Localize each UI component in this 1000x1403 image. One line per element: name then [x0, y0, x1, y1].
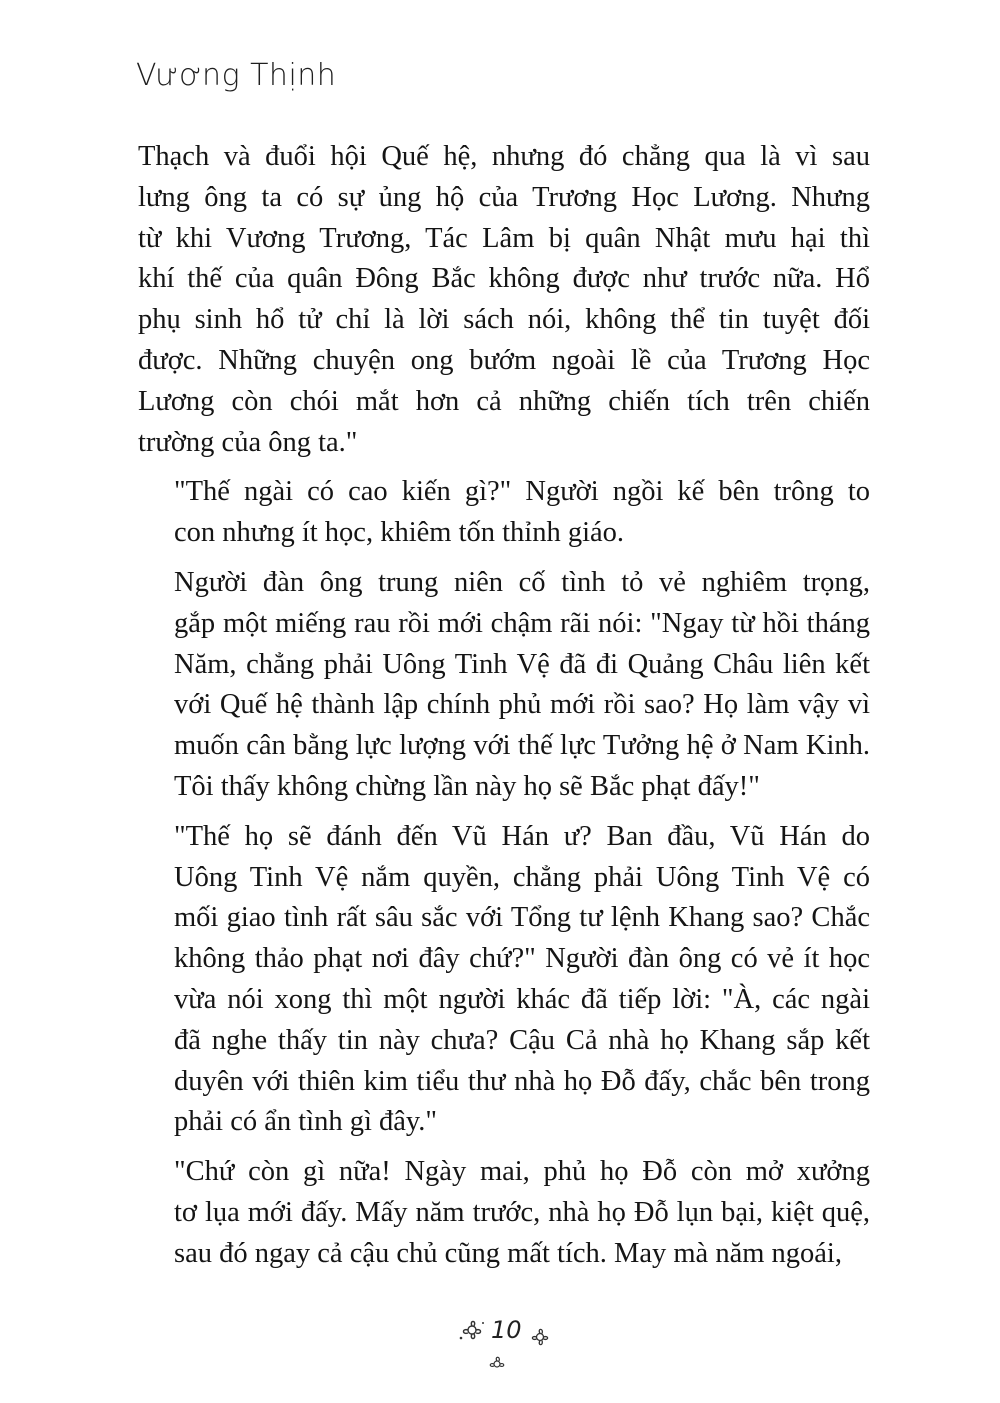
text-line: Thạch và đuổi hội Quế hệ, nhưng đó chẳng qua là vì sau [138, 141, 870, 172]
paragraph [138, 472, 870, 554]
text-line: Uông Tinh Vệ nắm quyền, chẳng phải Uông Tinh Vệ có [174, 861, 870, 893]
page-footer [455, 1318, 565, 1378]
flower-ornament-icon [527, 1326, 553, 1348]
text-line: phải có ẩn tình gì đây." [174, 1106, 438, 1138]
text-line: vừa nói xong thì một người khác đã tiếp lời: "À, các ngài [174, 983, 870, 1015]
text-line: sau đó ngay cả cậu chủ cũng mất tích. May mà năm ngoái, [174, 1237, 842, 1269]
text-line: muốn cân bằng lực lượng với thế lực Tưởng hệ ở Nam Kinh. [174, 730, 870, 762]
text-line: con nhưng ít học, khiêm tốn thỉnh giáo. [174, 517, 625, 549]
text-line: Người đàn ông trung niên cố tình tỏ vẻ nghiêm trọng, [174, 566, 870, 598]
text-line: gắp một miếng rau rồi mới chậm rãi nói: "Ngay từ hồi tháng [174, 607, 870, 639]
text-line: với Quế hệ thành lập chính phủ mới rồi sao? Họ làm vậy vì [174, 689, 870, 721]
paragraph [138, 137, 870, 463]
text-line: không thảo phạt nơi đây chứ?" Người đàn ông có vẻ ít học [174, 943, 870, 975]
text-line: "Thế họ sẽ đánh đến Vũ Hán ư? Ban đầu, Vũ Hán do [174, 820, 870, 852]
text-line: trường của ông ta." [138, 426, 358, 458]
text-line: Tôi thấy không chừng lần này họ sẽ Bắc phạt đấy!" [174, 770, 760, 802]
text-line: Lương còn chói mắt hơn cả những chiến tích trên chiến [138, 385, 870, 417]
text-line: được. Những chuyện ong bướm ngoài lề của Trương Học [138, 344, 870, 376]
text-line: đã nghe thấy tin này chưa? Cậu Cả nhà họ Khang sắp kết [174, 1024, 870, 1056]
text-line: duyên với thiên kim tiểu thư nhà họ Đỗ đấy, chắc bên trong [174, 1065, 870, 1097]
page-number: 10 [491, 1316, 522, 1344]
text-line: "Chứ còn gì nữa! Ngày mai, phủ họ Đỗ còn mở xưởng [174, 1156, 870, 1188]
body-text [138, 137, 870, 1284]
text-line: khí thế của quân Đông Bắc không được như trước nữa. Hổ [138, 263, 870, 295]
text-line: Năm, chẳng phải Uông Tinh Vệ đã đi Quảng Châu liên kết [174, 648, 870, 680]
paragraph [138, 563, 870, 808]
flower-ornament-icon [457, 1318, 487, 1344]
paragraph [138, 817, 870, 1143]
running-header-author: Vương Thịnh [136, 58, 337, 93]
text-line: phụ sinh hổ tử chỉ là lời sách nói, không thể tin tuyệt đối [138, 304, 870, 336]
text-line: từ khi Vương Trương, Tác Lâm bị quân Nhật mưu hại thì [138, 222, 870, 254]
text-line: lưng ông ta có sự ủng hộ của Trương Học Lương. Nhưng [138, 181, 870, 213]
text-line: tơ lụa mới đấy. Mấy năm trước, nhà họ Đỗ lụn bại, kiệt quệ, [174, 1196, 870, 1228]
paragraph [138, 1152, 870, 1274]
text-line: "Thế ngài có cao kiến gì?" Người ngồi kế bên trông to [174, 476, 870, 508]
flower-ornament-icon [485, 1354, 509, 1374]
text-line: mối giao tình rất sâu sắc với Tổng tư lệnh Khang sao? Chắc [174, 902, 870, 934]
